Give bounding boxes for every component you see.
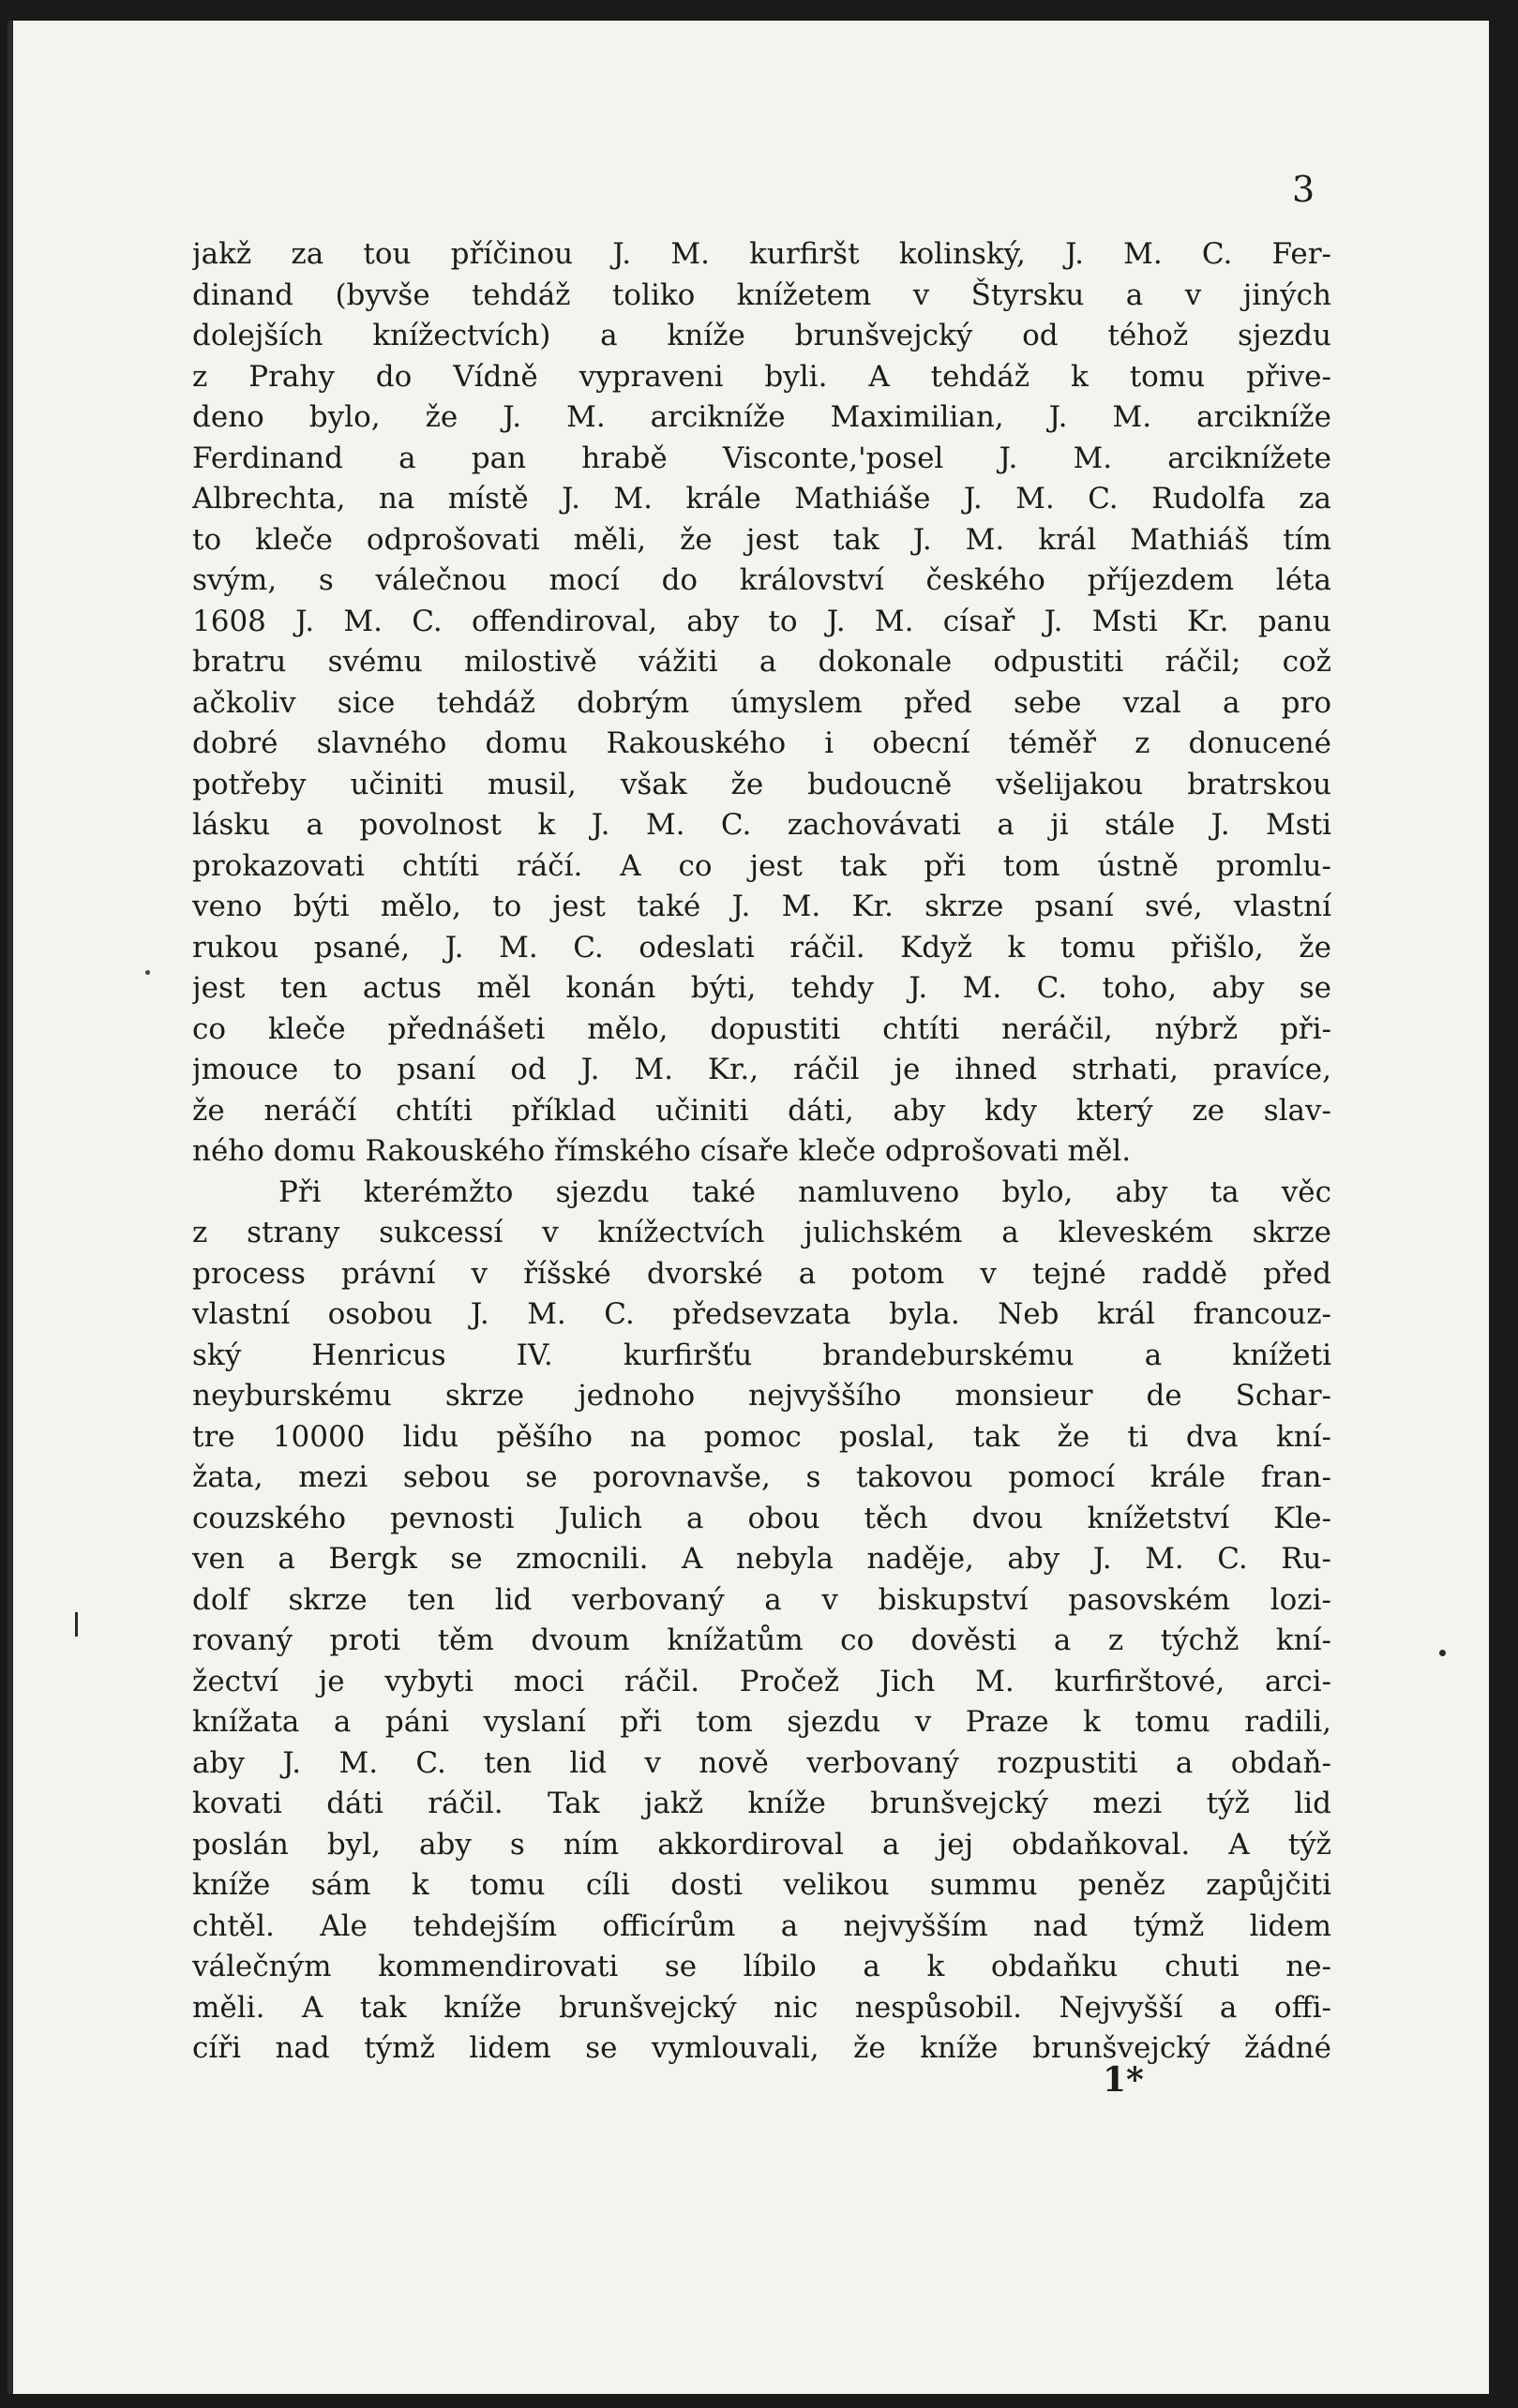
text-line: jakž za tou příčinou J. M. kurfiršt kolinský, J. M. C. Fer- (192, 237, 1331, 271)
text-line: tre 10000 lidu pěšího na pomoc poslal, tak že ti dva kní- (192, 1419, 1331, 1454)
text-line: kníže sám k tomu cíli dosti velikou summu peněz zapůjčiti (192, 1868, 1331, 1902)
text-line: žectví je vybyti moci ráčil. Pročež Jich M. kurfirštové, arci- (192, 1664, 1331, 1698)
text-line: ven a Bergk se zmocnili. A nebyla naděje, aby J. M. C. Ru- (192, 1542, 1331, 1576)
margin-mark (75, 1612, 78, 1637)
text-line: rukou psané, J. M. C. odeslati ráčil. Když k tomu přišlo, že (192, 930, 1331, 965)
text-line: knížata a páni vyslaní při tom sjezdu v Praze k tomu radili, (192, 1705, 1331, 1739)
text-line: poslán byl, aby s ním akkordiroval a jej obdaňkoval. A týž (192, 1827, 1331, 1862)
text-line: co kleče přednášeti mělo, dopustiti chtíti neráčil, nýbrž při- (192, 1011, 1331, 1046)
text-line: dolejších knížectvích) a kníže brunšvejcký od téhož sjezdu (192, 319, 1331, 352)
text-line: měli. A tak kníže brunšvejcký nic nespůsobil. Nejvyšší a offi- (192, 1990, 1331, 2025)
text-line: lásku a povolnost k J. M. C. zachovávati a ji stále J. Msti (192, 808, 1331, 842)
text-line: žata, mezi sebou se porovnavše, s takovou pomocí krále fran- (192, 1460, 1331, 1494)
text-line: jmouce to psaní od J. M. Kr., ráčil je ihned strhati, pravíce, (192, 1053, 1331, 1086)
text-line: dobré slavného domu Rakouského i obecní téměř z donucené (192, 726, 1331, 760)
body-text (192, 234, 1331, 2070)
text-line: cíři nad týmž lidem se vymlouvali, že kníže brunšvejcký žádné (192, 2031, 1331, 2065)
text-line: že neráčí chtíti příklad učiniti dáti, aby kdy který ze slav- (192, 1093, 1331, 1128)
margin-dot (1439, 1650, 1446, 1656)
signature-mark: 1* (1103, 2060, 1144, 2100)
page-number: 3 (1292, 169, 1315, 210)
text-line: kovati dáti ráčil. Tak jakž kníže brunšvejcký mezi týž lid (192, 1787, 1331, 1820)
text-line: z strany sukcessí v knížectvích julichském a kleveském skrze (192, 1216, 1331, 1249)
text-line: vlastní osobou J. M. C. předsevzata byla. Neb král francouz- (192, 1297, 1331, 1331)
text-line: válečným kommendirovati se líbilo a k obdaňku chuti ne- (192, 1950, 1331, 1983)
text-line: jest ten actus měl konán býti, tehdy J. M. C. toho, aby se (192, 971, 1331, 1005)
text-line: to kleče odprošovati měli, že jest tak J. M. král Mathiáš tím (192, 522, 1331, 557)
text-line: ného domu Rakouského římského císaře kleče odprošovati měl. (192, 1134, 1132, 1168)
text-line: couzského pevnosti Julich a obou těch dvou knížetství Kle- (192, 1501, 1331, 1535)
text-line: prokazovati chtíti ráčí. A co jest tak při tom ústně promlu- (192, 848, 1331, 883)
text-line: aby J. M. C. ten lid v nově verbovaný rozpustiti a obdaň- (192, 1745, 1331, 1780)
text-line: deno bylo, že J. M. arcikníže Maximilian, J. M. arcikníže (192, 400, 1331, 434)
text-line: dolf skrze ten lid verbovaný a v biskupství pasovském lozi- (192, 1582, 1331, 1617)
text-line: ský Henricus IV. kurfiršťu brandeburskému a knížeti (192, 1338, 1331, 1372)
text-line: bratru svému milostivě vážiti a dokonale odpustiti ráčil; což (192, 645, 1331, 679)
text-line: veno býti mělo, to jest také J. M. Kr. skrze psaní své, vlastní (192, 890, 1331, 923)
text-line: Při kterémžto sjezdu také namluveno bylo, aby ta věc (278, 1174, 1331, 1209)
text-line: dinand (byvše tehdáž toliko knížetem v Štyrsku a v jiných (192, 277, 1331, 312)
text-line: potřeby učiniti musil, však že budoucně všelijakou bratrskou (192, 767, 1331, 801)
text-line: process právní v říšské dvorské a potom v tejné raddě před (192, 1256, 1331, 1291)
text-line: 1608 J. M. C. offendiroval, aby to J. M. císař J. Msti Kr. panu (192, 604, 1331, 638)
text-line: z Prahy do Vídně vypraveni byli. A tehdáž k tomu přive- (192, 359, 1331, 394)
text-line: svým, s válečnou mocí do království českého příjezdem léta (192, 563, 1331, 597)
text-line: rovaný proti těm dvoum knížatům co dověsti a z týchž kní- (192, 1623, 1331, 1657)
text-line: chtěl. Ale tehdejším officírům a nejvyšším nad týmž lidem (192, 1908, 1331, 1943)
text-line: Ferdinand a pan hrabě Visconte,'posel J. M. arciknížete (192, 441, 1331, 475)
margin-speck (145, 970, 150, 975)
text-line: ačkoliv sice tehdáž dobrým úmyslem před sebe vzal a pro (192, 685, 1331, 720)
text-line: Albrechta, na místě J. M. krále Mathiáše J. M. C. Rudolfa za (192, 482, 1331, 516)
text-line: neyburskému skrze jednoho nejvyššího monsieur de Schar- (192, 1379, 1331, 1413)
